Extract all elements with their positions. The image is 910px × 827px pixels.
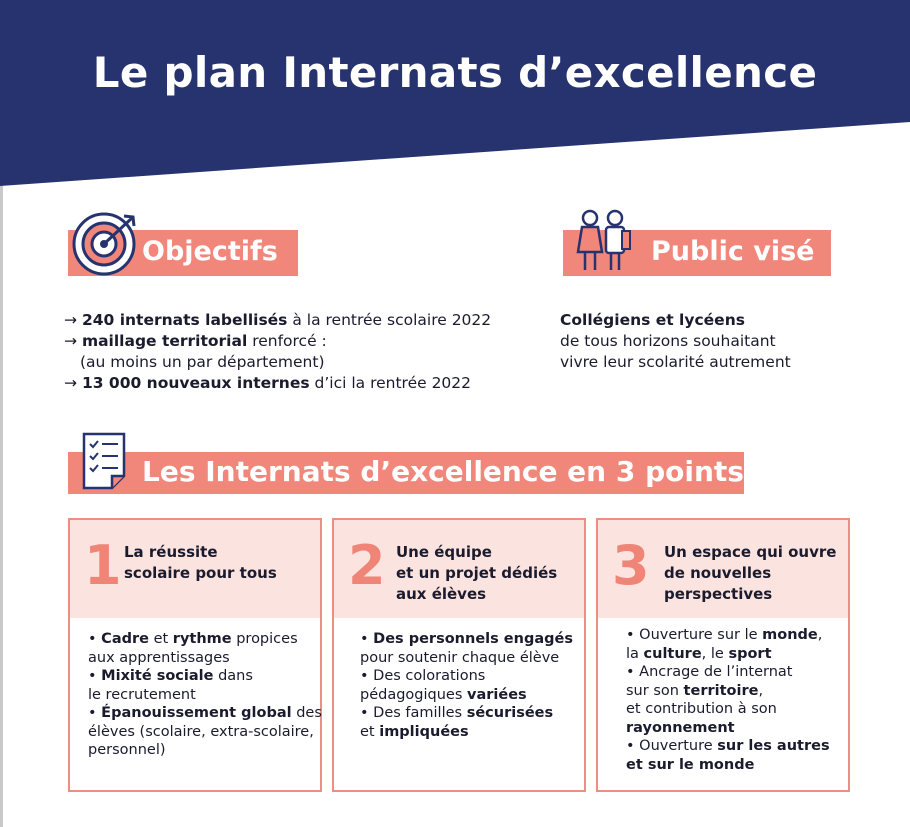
card-header xyxy=(334,520,584,618)
card-line: et contribution à son xyxy=(626,701,777,717)
objectifs-list xyxy=(64,310,524,394)
public-description xyxy=(560,310,860,373)
card-header xyxy=(598,520,848,618)
card-line: pédagogiques variées xyxy=(360,686,527,703)
card-line: • Ouverture sur les autres xyxy=(626,738,830,754)
card-line: sur son territoire, xyxy=(626,682,764,699)
card-title: La réussite scolaire pour tous xyxy=(124,543,277,582)
card-body xyxy=(626,626,840,774)
points-label xyxy=(68,452,744,494)
public-line: vivre leur scolarité autrement xyxy=(560,353,791,371)
header-banner xyxy=(0,0,910,190)
card-line: rayonnement xyxy=(626,719,735,736)
list-item: (au moins un par département) xyxy=(80,353,325,371)
card-title: Une équipe et un projet dédiés aux élèves xyxy=(396,543,558,603)
card-line: • Mixité sociale dans xyxy=(88,668,253,684)
public-bold-line: Collégiens et lycéens xyxy=(560,311,745,329)
public-heading: Public visé xyxy=(651,236,815,267)
list-item: → 13 000 nouveaux internes d’ici la rentrée 2022 xyxy=(64,374,472,392)
card-number: 1 xyxy=(84,534,122,597)
card-line: • Des colorations xyxy=(360,668,486,684)
card-number: 2 xyxy=(348,534,386,597)
card-line: élèves (scolaire, extra-scolaire, xyxy=(88,723,314,740)
card-line: et impliquées xyxy=(360,723,469,740)
points-heading: Les Internats d’excellence en 3 points xyxy=(142,455,744,488)
students-icon xyxy=(572,208,634,278)
point-card-2 xyxy=(332,518,586,792)
card-line: • Des personnels engagés xyxy=(360,631,573,647)
objectifs-heading: Objectifs xyxy=(142,236,278,267)
card-line: • Cadre et rythme propices xyxy=(88,631,298,647)
card-line: • Épanouissement global des xyxy=(88,705,322,721)
card-line: le recrutement xyxy=(88,686,196,703)
target-icon xyxy=(72,210,140,282)
public-line: de tous horizons souhaitant xyxy=(560,332,776,350)
card-number: 3 xyxy=(612,534,650,597)
list-item: → 240 internats labellisés à la rentrée scolaire 2022 xyxy=(64,311,492,329)
card-line: • Ouverture sur le monde, xyxy=(626,627,823,643)
card-line: • Des familles sécurisées xyxy=(360,705,554,721)
card-title: Un espace qui ouvre de nouvelles perspectives xyxy=(664,543,837,603)
card-line: et sur le monde xyxy=(626,756,755,773)
card-body xyxy=(88,630,322,760)
list-item: → maillage territorial renforcé : xyxy=(64,332,327,350)
card-line: personnel) xyxy=(88,742,166,758)
card-line: aux apprentissages xyxy=(88,649,230,666)
point-card-1 xyxy=(68,518,322,792)
card-line: pour soutenir chaque élève xyxy=(360,649,560,666)
card-line: la culture, le sport xyxy=(626,645,772,662)
checklist-icon xyxy=(80,430,130,496)
point-card-3 xyxy=(596,518,850,792)
page-title: Le plan Internats d’excellence xyxy=(92,48,818,97)
card-body xyxy=(360,630,576,741)
card-header xyxy=(70,520,320,618)
card-line: • Ancrage de l’internat xyxy=(626,664,793,680)
